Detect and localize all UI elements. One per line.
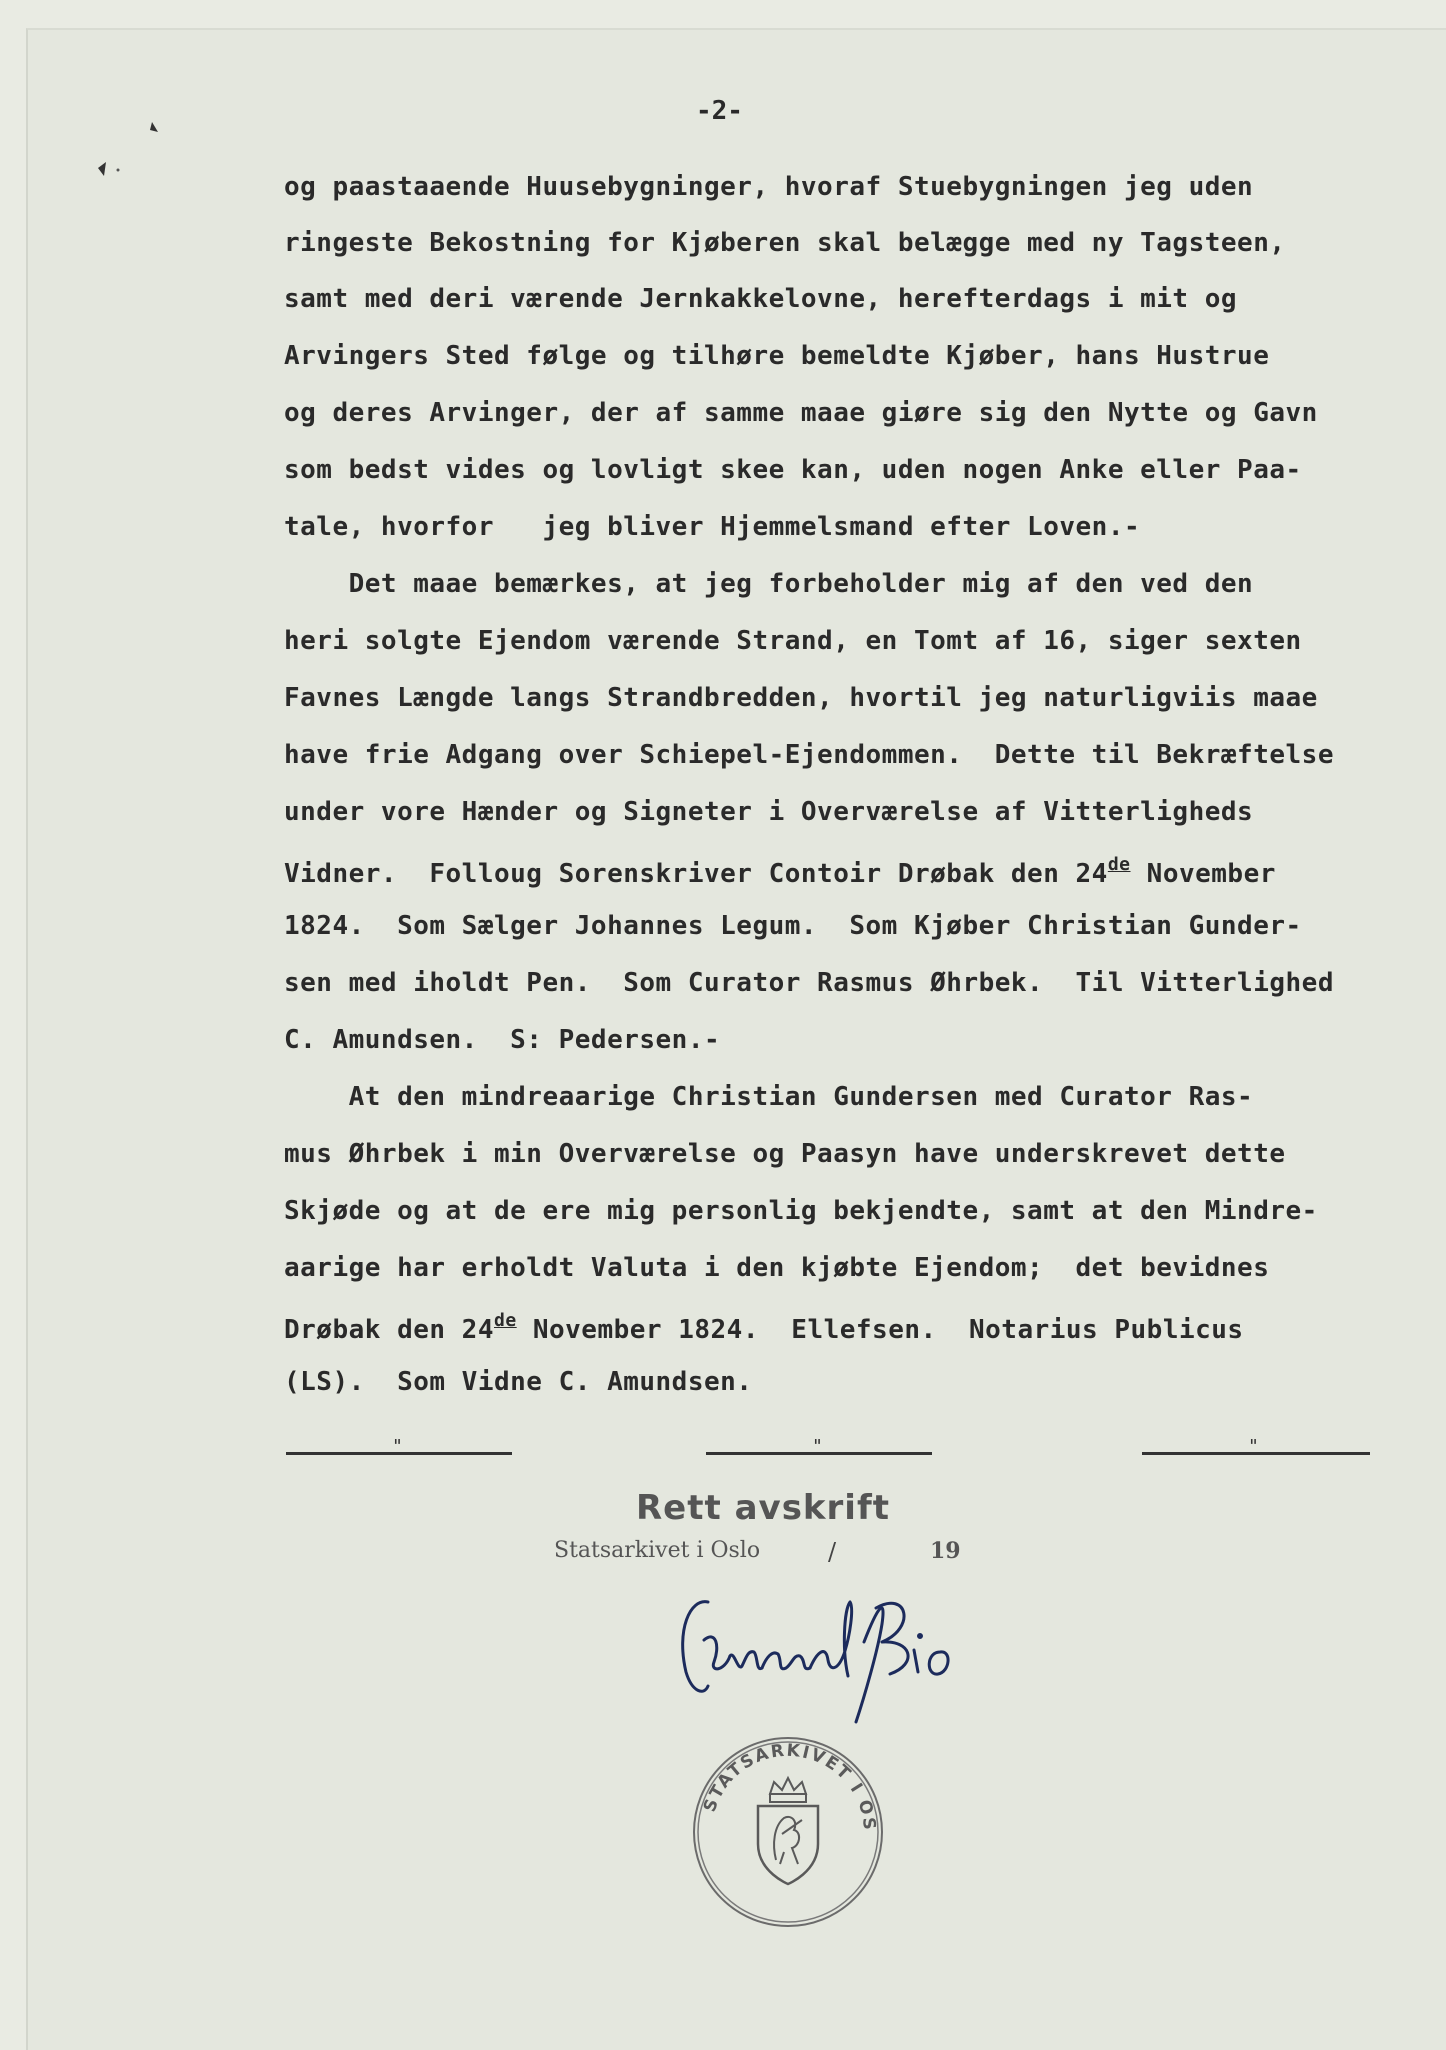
page-number: -2- xyxy=(696,96,743,126)
text-segment: Drøbak den 24 xyxy=(284,1315,494,1345)
stamp-slash: / xyxy=(828,1538,837,1566)
text-line: ringeste Bekostning for Kjøberen skal belægge med ny Tagsteen, xyxy=(284,228,1286,258)
ordinal-suffix: de xyxy=(494,1310,517,1331)
text-line: som bedst vides og lovligt skee kan, uden nogen Anke eller Paa- xyxy=(284,455,1302,485)
ditto-mark: " xyxy=(1248,1436,1259,1457)
text-line: tale, hvorfor jeg bliver Hjemmelsmand efter Loven.- xyxy=(284,512,1141,542)
text-line: Arvingers Sted følge og tilhøre bemeldte Kjøber, hans Hustrue xyxy=(284,341,1270,371)
text-segment: Vidner. Folloug Sorenskriver Contoir Drøbak den 24 xyxy=(284,859,1108,889)
svg-text:STATSARKIVET I OSLO: STATSARKIVET I OS xyxy=(699,1740,880,1833)
ditto-mark: " xyxy=(812,1436,823,1457)
text-line: have frie Adgang over Schiepel-Ejendommen. Dette til Bekræftelse xyxy=(284,740,1334,770)
archive-seal xyxy=(688,1732,888,1932)
text-line: og paastaaende Huusebygninger, hvoraf Stuebygningen jeg uden xyxy=(284,172,1254,202)
text-line: heri solgte Ejendom værende Strand, en Tomt af 16, siger sexten xyxy=(284,626,1302,656)
text-line: sen med iholdt Pen. Som Curator Rasmus Øhrbek. Til Vitterlighed xyxy=(284,968,1334,998)
text-segment: November 1824. Ellefsen. Notarius Publicus xyxy=(516,1315,1244,1345)
text-line: 1824. Som Sælger Johannes Legum. Som Kjøber Christian Gunder- xyxy=(284,911,1302,941)
text-line: samt med deri værende Jernkakkelovne, herefterdags i mit og xyxy=(284,284,1238,314)
text-line: og deres Arvinger, der af samme maae giøre sig den Nytte og Gavn xyxy=(284,398,1318,428)
stamp-archive: Statsarkivet i Oslo xyxy=(554,1538,761,1563)
text-line: Skjøde og at de ere mig personlig bekjendte, samt at den Mindre- xyxy=(284,1196,1318,1226)
text-line: Det maae bemærkes, at jeg forbeholder mig af den ved den xyxy=(284,569,1254,599)
text-line: Favnes Længde langs Strandbredden, hvortil jeg naturligviis maae xyxy=(284,683,1318,713)
ditto-mark: " xyxy=(392,1436,403,1457)
text-segment: November xyxy=(1130,859,1276,889)
text-line xyxy=(284,1310,1244,1345)
text-line: At den mindreaarige Christian Gundersen med Curator Ras- xyxy=(284,1082,1254,1112)
text-line: under vore Hænder og Signeter i Overværelse af Vitterligheds xyxy=(284,797,1254,827)
text-line: mus Øhrbek i min Overværelse og Paasyn have underskrevet dette xyxy=(284,1139,1286,1169)
text-line xyxy=(284,854,1276,889)
handwritten-signature xyxy=(668,1580,988,1730)
ordinal-suffix: de xyxy=(1107,854,1131,875)
text-line: (LS). Som Vidne C. Amundsen. xyxy=(284,1367,753,1397)
stamp-year: 19 xyxy=(930,1538,961,1564)
text-line: C. Amundsen. S: Pedersen.- xyxy=(284,1025,721,1055)
stamp-title: Rett avskrift xyxy=(636,1488,891,1528)
text-line: aarige har erholdt Valuta i den kjøbte Ejendom; det bevidnes xyxy=(284,1253,1270,1283)
margin-marks xyxy=(92,118,172,198)
